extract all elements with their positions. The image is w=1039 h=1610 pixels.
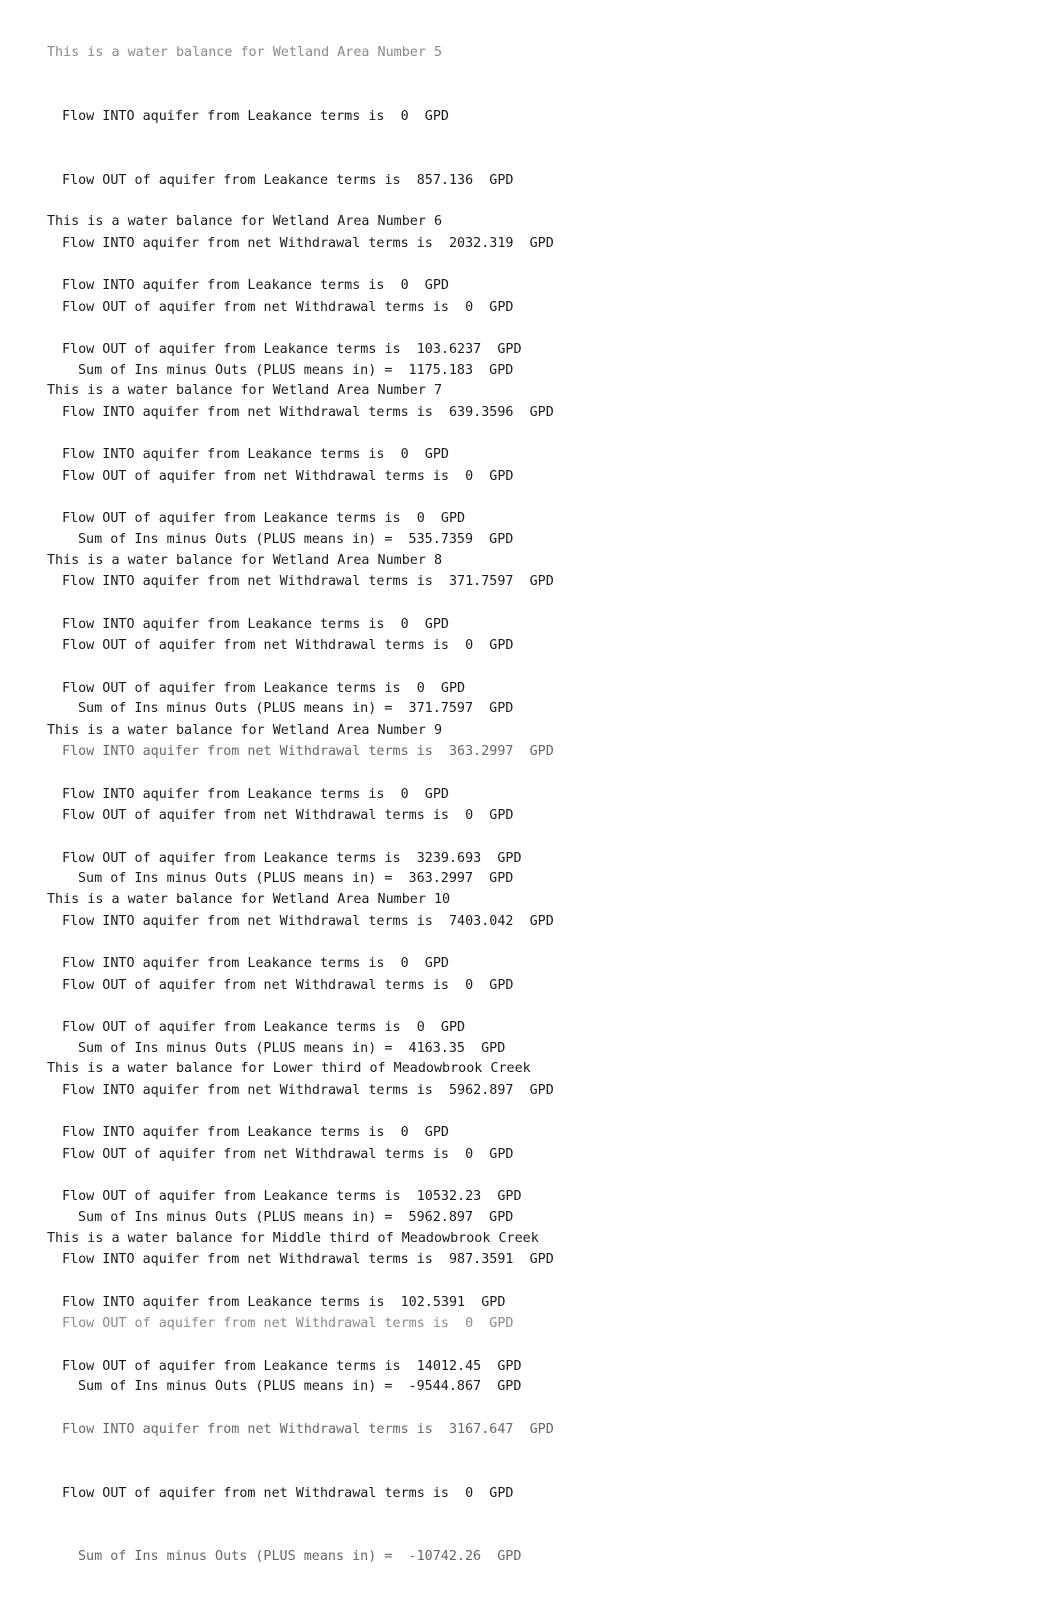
flow-in-leakance-line: Flow INTO aquifer from Leakance terms is 102.5391 GPD: [62, 1295, 506, 1310]
flow-out-leakance-line: Flow OUT of aquifer from Leakance terms is 857.136 GPD: [62, 172, 514, 188]
flow-out-withdrawal-line: Flow OUT of aquifer from net Withdrawal terms is 0 GPD: [62, 977, 514, 993]
flow-in-leakance-line: Flow INTO aquifer from Leakance terms is 0 GPD: [62, 956, 449, 971]
flow-out-withdrawal-line: Flow OUT of aquifer from net Withdrawal terms is 0 GPD: [62, 299, 514, 315]
flow-out-leakance-line: Flow OUT of aquifer from Leakance terms is 0 GPD: [62, 1019, 466, 1035]
flow-in-withdrawal-line: Flow INTO aquifer from net Withdrawal terms is 639.3596 GPD: [62, 405, 554, 421]
flow-out-leakance-line: Flow OUT of aquifer from Leakance terms is 10532.23 GPD: [62, 1188, 522, 1204]
flow-in-leakance-line: Flow INTO aquifer from Leakance terms is 0 GPD: [62, 447, 449, 462]
sum-line: Sum of Ins minus Outs (PLUS means in) = -10742.26 GPD: [78, 1549, 522, 1565]
flow-out-withdrawal-line: Flow OUT of aquifer from net Withdrawal terms is 0 GPD: [62, 1485, 514, 1501]
flow-out-withdrawal-line: Flow OUT of aquifer from net Withdrawal terms is 0 GPD: [62, 1146, 514, 1162]
flow-out-leakance-line: Flow OUT of aquifer from Leakance terms is 3239.693 GPD: [62, 850, 522, 866]
flow-out-withdrawal-line: Flow OUT of aquifer from net Withdrawal terms is 0 GPD: [62, 468, 514, 484]
sum-line: Sum of Ins minus Outs (PLUS means in) = -9544.867 GPD: [78, 1379, 522, 1395]
flow-in-withdrawal-line: Flow INTO aquifer from net Withdrawal terms is 987.3591 GPD: [62, 1252, 554, 1268]
block-heading: This is a water balance for Wetland Area Number 7: [47, 383, 443, 399]
flow-out-leakance-line: Flow OUT of aquifer from Leakance terms is 14012.45 GPD: [62, 1358, 522, 1374]
flow-out-leakance-line: Flow OUT of aquifer from Leakance terms is 0 GPD: [62, 510, 466, 526]
flow-out-leakance-line: Flow OUT of aquifer from Leakance terms is 103.6237 GPD: [62, 341, 522, 357]
block-heading: This is a water balance for Wetland Area Number 10: [47, 892, 451, 908]
flow-out-withdrawal-line: Flow OUT of aquifer from net Withdrawal terms is 0 GPD: [62, 637, 514, 653]
flow-in-leakance-line: Flow INTO aquifer from Leakance terms is 0 GPD: [62, 1125, 449, 1140]
flow-in-leakance-line: Flow INTO aquifer from Leakance terms is 0 GPD: [62, 278, 449, 293]
flow-in-withdrawal-line: Flow INTO aquifer from net Withdrawal terms is 7403.042 GPD: [62, 914, 554, 930]
block-heading: This is a water balance for Lower third of Meadowbrook Creek: [47, 1061, 531, 1077]
flow-in-withdrawal-line: Flow INTO aquifer from net Withdrawal terms is 371.7597 GPD: [62, 574, 554, 590]
flow-out-withdrawal-line: Flow OUT of aquifer from net Withdrawal terms is 0 GPD: [62, 1315, 514, 1331]
block-heading: This is a water balance for Wetland Area Number 5: [47, 45, 443, 61]
sum-line: Sum of Ins minus Outs (PLUS means in) = 371.7597 GPD: [78, 701, 514, 717]
flow-in-withdrawal-line: Flow INTO aquifer from net Withdrawal terms is 3167.647 GPD: [62, 1422, 554, 1438]
flow-in-leakance-line: Flow INTO aquifer from Leakance terms is 0 GPD: [62, 109, 449, 124]
water-balance-block: [47, 1186, 747, 1610]
flow-in-withdrawal-line: Flow INTO aquifer from net Withdrawal terms is 2032.319 GPD: [62, 236, 554, 252]
block-heading: This is a water balance for Middle third of Meadowbrook Creek: [47, 1231, 539, 1247]
block-heading: This is a water balance for Wetland Area Number 8: [47, 553, 443, 569]
sum-line: Sum of Ins minus Outs (PLUS means in) = 363.2997 GPD: [78, 871, 514, 887]
flow-in-leakance-line: Flow INTO aquifer from Leakance terms is 0 GPD: [62, 617, 449, 632]
flow-out-leakance-line: Flow OUT of aquifer from Leakance terms is 0 GPD: [62, 680, 466, 696]
block-heading: This is a water balance for Wetland Area Number 6: [47, 214, 443, 230]
flow-in-withdrawal-line: Flow INTO aquifer from net Withdrawal terms is 5962.897 GPD: [62, 1083, 554, 1099]
block-heading: This is a water balance for Wetland Area Number 9: [47, 723, 443, 739]
sum-line: Sum of Ins minus Outs (PLUS means in) = 5962.897 GPD: [78, 1210, 514, 1226]
sum-line: Sum of Ins minus Outs (PLUS means in) = 1175.183 GPD: [78, 363, 514, 379]
flow-out-withdrawal-line: Flow OUT of aquifer from net Withdrawal terms is 0 GPD: [62, 807, 514, 823]
flow-in-withdrawal-line: Flow INTO aquifer from net Withdrawal terms is 363.2997 GPD: [62, 744, 554, 760]
flow-in-leakance-line: Flow INTO aquifer from Leakance terms is 0 GPD: [62, 787, 449, 802]
sum-line: Sum of Ins minus Outs (PLUS means in) = 4163.35 GPD: [78, 1041, 506, 1057]
sum-line: Sum of Ins minus Outs (PLUS means in) = 535.7359 GPD: [78, 532, 514, 548]
